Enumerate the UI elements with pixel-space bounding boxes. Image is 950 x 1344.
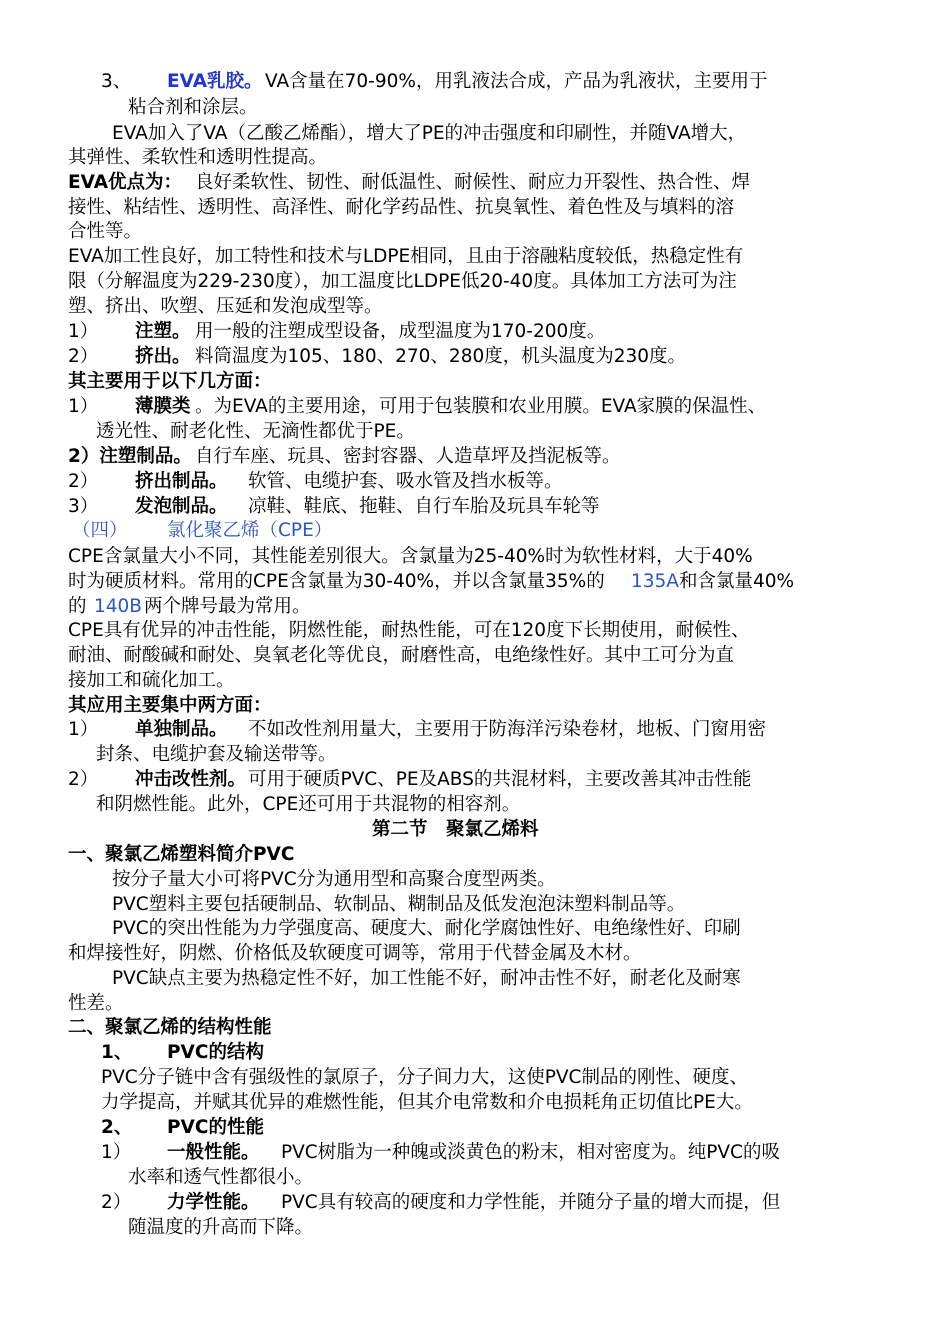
sec3-title: EVA乳胶。 [167,71,263,92]
sec3-text: VA含量在70-90%，用乳液法合成，产品为乳液状，主要用于 [265,71,768,92]
pvc-struct-s1-text1: PVC分子链中含有强级性的氯原子，分子间力大，这使PVC制品的刚性、硬度、 [101,1067,748,1088]
pvc-struct-s2: 2、 PVC的性能 [101,1117,264,1138]
proc-item-injection: 1） 注塑。 用一般的注塑成型设备，成型温度为170-200度。 [68,321,606,342]
eva-use-extrusion: 2） 挤出制品。 软管、电缆护套、吸水管及挡水板等。 [68,471,563,492]
eva-adv-line2: 接性、粘结性、透明性、高泽性、耐化学药品性、抗臭氧性、着色性及与填料的溶 [68,197,735,218]
pvc-prop-mechanical: 2） 力学性能。 PVC具有较高的硬度和力学性能，并随分子量的增大而提，但 [101,1192,781,1213]
pvc-intro-p2: PVC塑料主要包括硬制品、软制品、糊制品及低发泡泡沫塑料制品等。 [112,894,686,915]
section2-title: 第二节 聚氯乙烯料 [372,819,539,840]
cpe-para1-line2: 时为硬质材料。常用的CPE含氯量为30-40%，并以含氯量35%的 135A 和含氯量40% [68,571,795,592]
eva-use-foam: 3） 发泡制品。 凉鞋、鞋底、拖鞋、自行车胎及玩具车轮等 [68,496,600,517]
cpe-use-modifier-line2: 和阴燃性能。此外，CPE还可用于共混物的相容剂。 [96,794,521,815]
eva-para1-line2: 其弹性、柔软性和透明性提高。 [68,147,328,168]
grade-140b: 140B [94,596,143,617]
pvc-intro-heading: 一、聚氯乙烯塑料简介PVC [68,844,295,865]
pvc-intro-p4-line1: PVC缺点主要为热稳定性不好，加工性能不好，耐冲击性不好，耐老化及耐寒 [112,968,741,989]
proc-item-extrusion: 2） 挤出。 料筒温度为105、180、270、280度，机头温度为230度。 [68,346,687,367]
pvc-intro-p3-line1: PVC的突出性能为力学强度高、硬度大、耐化学腐蚀性好、电绝缘性好、印刷 [112,918,741,939]
cpe-use-modifier: 2） 冲击改性剂。 可用于硬质PVC、PE及ABS的共混材料，主要改善其冲击性能 [68,769,752,790]
pvc-intro-p4-line2: 性差。 [68,993,124,1014]
eva-adv-line3: 合性等。 [68,221,143,242]
cpe-para2-line3: 接加工和硫化加工。 [68,670,235,691]
cpe-use-standalone-line2: 封条、电缆护套及输送带等。 [96,744,337,765]
pvc-struct-heading: 二、聚氯乙烯的结构性能 [68,1017,272,1038]
sec3-line2: 粘合剂和涂层。 [128,97,258,118]
cpe-use-standalone: 1） 单独制品。 不如改性剂用量大，主要用于防海洋污染卷材，地板、门窗用密 [68,719,767,740]
pvc-prop-general: 1） 一般性能。 PVC树脂为一种魄或淡黄色的粉末，相对密度为。纯PVC的吸 [101,1142,780,1163]
eva-proc-line2: 限（分解温度为229-230度），加工温度比LDPE低20-40度。具体加工方法可为注 [68,271,737,292]
eva-use-injection: 2）注塑制品。 自行车座、玩具、密封容器、人造草坪及挡泥板等。 [68,446,621,467]
eva-use-film-line2: 透光性、耐老化性、无滴性都优于PE。 [96,421,415,442]
sec3-line1 [0,70,950,94]
pvc-intro-p3-line2: 和焊接性好，阴燃、价格低及软硬度可调等，常用于代替金属及木材。 [68,943,642,964]
eva-para1-line1: EVA加入了VA（乙酸乙烯酯），增大了PE的冲击强度和印刷性，并随VA增大， [112,123,747,144]
cpe-para1-line3: 的 140B 两个牌号最为常用。 [68,596,311,617]
sec3-num: 3、 [101,71,132,92]
grade-135a: 135A [631,571,679,592]
cpe-para2-line1: CPE具有优异的冲击性能，阴燃性能，耐热性能，可在120度下长期使用，耐候性、 [68,620,750,641]
pvc-prop-mechanical-line2: 随温度的升高而下降。 [128,1217,314,1238]
cpe-para2-line2: 耐油、耐酸碱和耐处、臭氧老化等优良，耐磨性高，电绝缘性好。其中工可分为直 [68,645,735,666]
eva-proc-line3: 塑、挤出、吹塑、压延和发泡成型等。 [68,296,383,317]
cpe-use-heading: 其应用主要集中两方面： [68,695,272,716]
pvc-prop-general-line2: 水率和透气性都很小。 [128,1167,314,1188]
eva-proc-line1: EVA加工性良好，加工特性和技术与LDPE相同，且由于溶融粘度较低，热稳定性有 [68,246,744,267]
cpe-para1-line1: CPE含氯量大小不同，其性能差别很大。含氯量为25-40%时为软性材料，大于40% [68,546,753,567]
pvc-struct-s1: 1、 PVC的结构 [101,1042,264,1063]
eva-use-film: 1） 薄膜类 。为EVA的主要用途，可用于包装膜和农业用膜。EVA家膜的保温性、 [68,396,767,417]
pvc-struct-s1-text2: 力学提高，并赋其优异的难燃性能，但其介电常数和介电损耗角正切值比PE大。 [101,1092,753,1113]
eva-adv-label: EVA优点为： [68,172,183,193]
pvc-intro-p1: 按分子量大小可将PVC分为通用型和高聚合度型两类。 [112,869,556,890]
eva-adv-line1: EVA优点为： 良好柔软性、韧性、耐低温性、耐候性、耐应力开裂性、热合性、焊 [68,172,751,193]
cpe-heading: （四） 氯化聚乙烯（CPE） [72,520,333,541]
eva-use-heading: 其主要用于以下几方面： [68,371,272,392]
